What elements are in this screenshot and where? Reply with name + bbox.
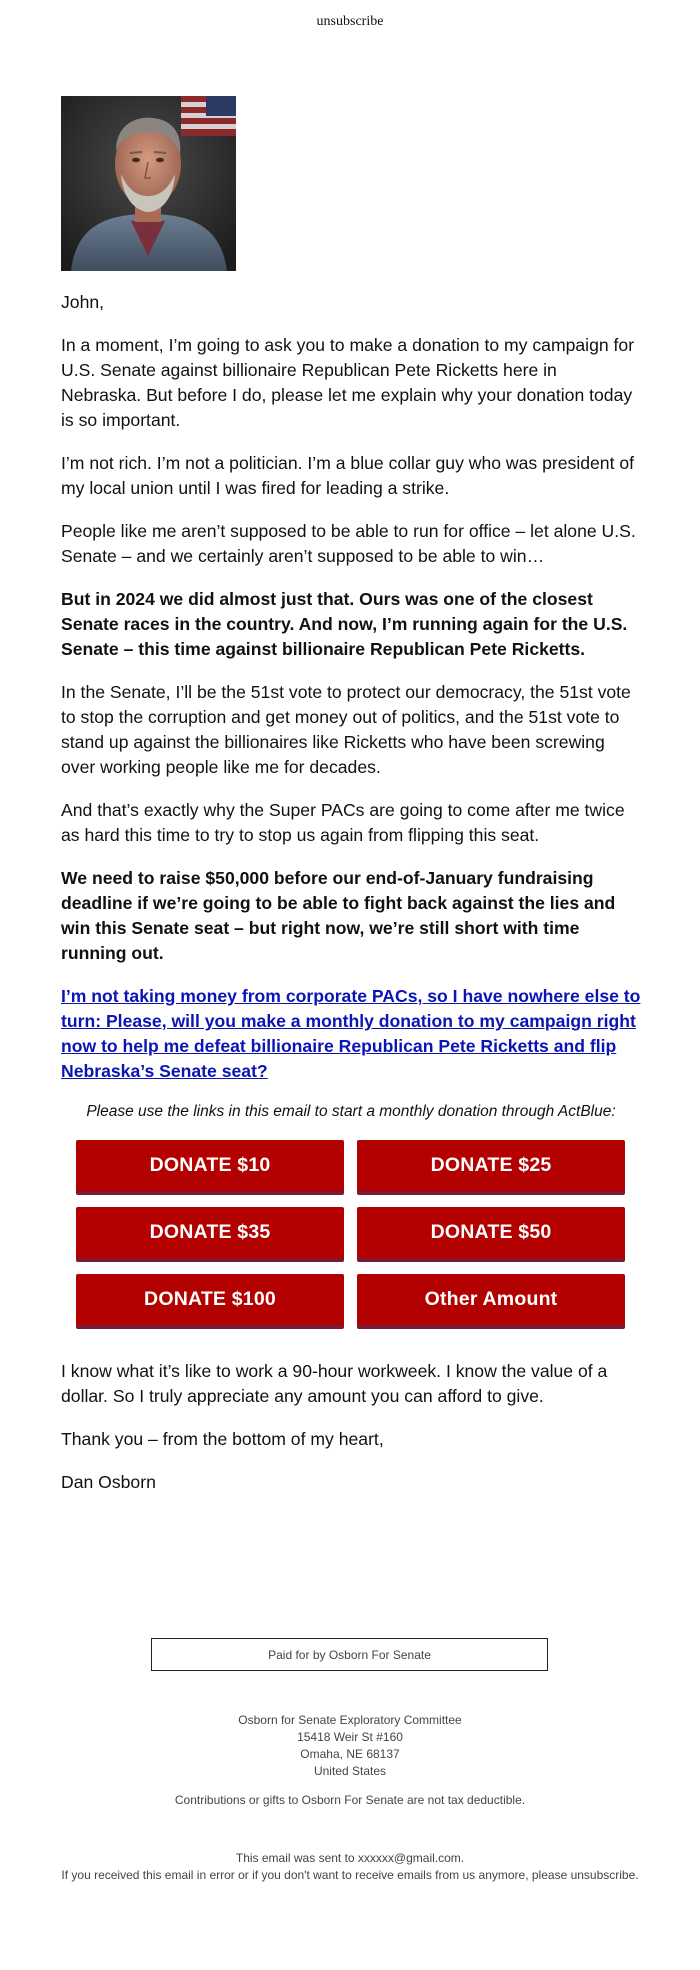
candidate-photo [61, 96, 236, 271]
donate-35-button[interactable]: DONATE $35 [76, 1207, 344, 1262]
donate-50-button[interactable]: DONATE $50 [357, 1207, 625, 1262]
donate-button-grid [76, 1140, 641, 1329]
paragraph-goal: We need to raise $50,000 before our end-of-January fundraising deadline if we’re going to be able to fight back against the lies and win this Senate seat – but right now, we’re still short with time running out. [61, 868, 616, 963]
address-line: 15418 Weir St #160 [297, 1730, 403, 1744]
greeting: John, [61, 292, 105, 312]
address-line: United States [313, 1764, 387, 1778]
donate-cta-link[interactable]: I’m not taking money from corporate PACs, so I have nowhere else to turn: Please, will you make a monthly donation to my campaign right now to help me defeat billionaire Republican Pete Ricketts and flip Nebraska’s Senate seat? [61, 986, 641, 1081]
signature: Dan Osborn [61, 1472, 156, 1492]
actblue-note: Please use the links in this email to start a monthly donation through ActBlue: [86, 1103, 616, 1120]
paragraph-51st-vote: In the Senate, I’ll be the 51st vote to protect our democracy, the 51st vote to stop the corruption and get money out of politics, and the 51st vote to stand up against the billionaires like Ricketts who have been screwing over working people like me for decades. [61, 682, 631, 777]
paragraph-people-like-me: People like me aren’t supposed to be able to run for office – let alone U.S. Senate – and we certainly aren’t supposed to be able to win… [61, 521, 636, 566]
address-line: Omaha, NE 68137 [300, 1747, 400, 1761]
recipient-notice [0, 1850, 700, 1884]
paragraph-intro: In a moment, I’m going to ask you to make a donation to my campaign for U.S. Senate against billionaire Republican Pete Ricketts here in Nebraska. But before I do, please let me explain why your donation today is so important. [61, 335, 635, 430]
error-unsubscribe-line[interactable]: If you received this email in error or if you don't want to receive emails from us anymore, please unsubscribe. [61, 1868, 639, 1882]
donate-100-button[interactable]: DONATE $100 [76, 1274, 344, 1329]
paragraph-thank-you: Thank you – from the bottom of my heart, [61, 1429, 384, 1449]
unsubscribe-link[interactable]: unsubscribe [316, 14, 384, 29]
donate-25-button[interactable]: DONATE $25 [357, 1140, 625, 1195]
paragraph-workweek: I know what it’s like to work a 90-hour workweek. I know the value of a dollar. So I truly appreciate any amount you can afford to give. [61, 1361, 608, 1406]
sent-to-line: This email was sent to xxxxxx@gmail.com. [235, 1851, 465, 1865]
paid-for-box: Paid for by Osborn For Senate [151, 1638, 548, 1671]
donate-other-amount-button[interactable]: Other Amount [357, 1274, 625, 1329]
paragraph-super-pacs: And that’s exactly why the Super PACs are going to come after me twice as hard this time to try to stop us again from flipping this seat. [61, 800, 625, 845]
paragraph-2024: But in 2024 we did almost just that. Ours was one of the closest Senate races in the country. And now, I’m running again for the U.S. Senate – this time against billionaire Republican Pete Ricketts. [61, 589, 628, 659]
email-body [61, 290, 641, 1513]
address-line: Osborn for Senate Exploratory Committee [238, 1713, 462, 1727]
committee-address [0, 1712, 700, 1780]
donate-10-button[interactable]: DONATE $10 [76, 1140, 344, 1195]
tax-disclaimer: Contributions or gifts to Osborn For Senate are not tax deductible. [174, 1793, 526, 1807]
paragraph-not-rich: I’m not rich. I’m not a politician. I’m a blue collar guy who was president of my local union until I was fired for leading a strike. [61, 453, 635, 498]
